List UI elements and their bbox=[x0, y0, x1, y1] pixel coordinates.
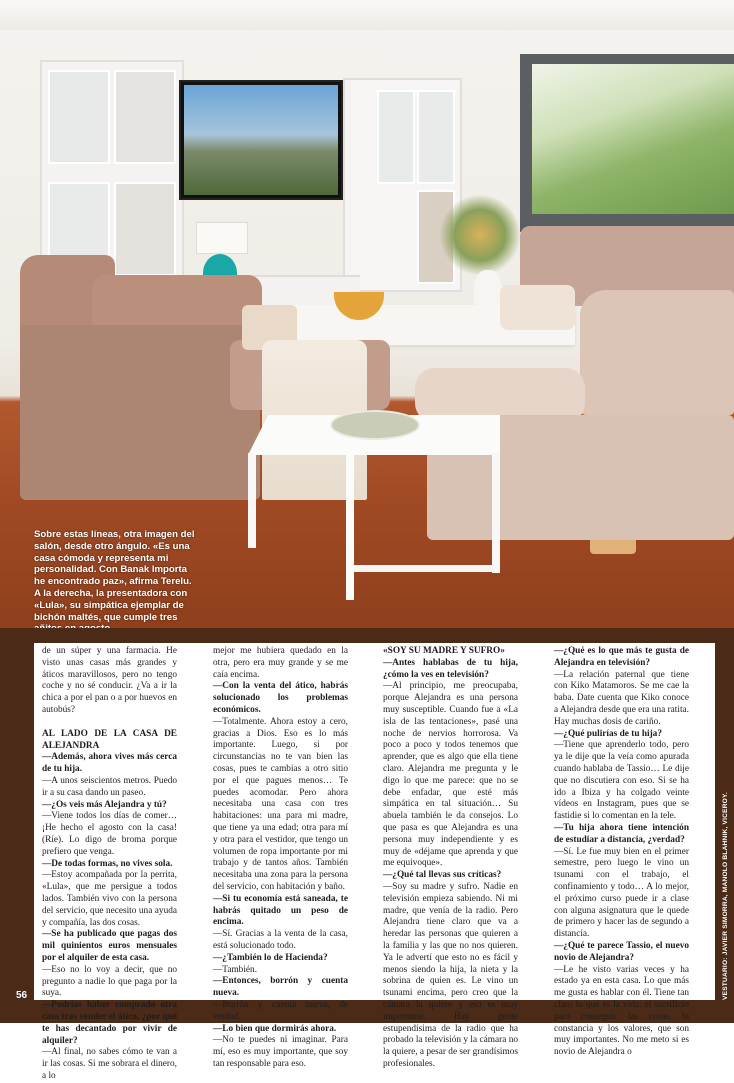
interview-answer: —Sí. Le fue muy bien en el primer semestre, pero luego le vino un tsunami con el trabajo, el confinamiento y todo… A lo mejor, el próximo curso puede ir a clase con alguna asignatura que le quede de primero y hacer las de segundo a distancia. bbox=[554, 846, 689, 940]
left-glass-cabinet bbox=[40, 60, 184, 284]
interview-answer: —Soy su madre y sufro. Nadie en televisión empieza sabiendo. Ni mi madre, que venía de la radio. Pero Alejandra tiene claro que va a heredar las personas que quieren a la familia y las que no nos quieren. Ya le advertí que esto no es fácil y menos siendo la hija, la nieta y la sobrina de quien es. Le vino un tsunami encima, pero creo que la cámara la quiere y eso es muy importante. Hay gente estupendísima de la radio que ha probado la televisión y la cámara no la quiere, a pesar de ser grandísimos profesionales. bbox=[383, 881, 519, 1069]
interview-question: —Entonces, borrón y cuenta nueva. bbox=[213, 976, 348, 999]
interview-answer: —Borrón y cuenta nueva, de verdad. bbox=[213, 999, 348, 1022]
wall-tv bbox=[179, 80, 343, 200]
interview-answer: —Al final, no sabes cómo te van a ir las cosas. Si me sobrara el dinero, a lo bbox=[42, 1047, 177, 1081]
interview-answer: —También. bbox=[213, 964, 258, 975]
interview-answer: mejor me hubiera quedado en la otra, pero era muy grande y se me caía encima. bbox=[213, 646, 348, 680]
interview-answer: —Totalmente. Ahora estoy a cero, gracias a Dios. Eso es lo más importante. Luego, si por circunstancias no te van bien las cosas, pues te cambias a otro sitio por el que pagues menos… Te puedes acomodar. Pero ahora necesitaba una casa con tres habitaciones: una para mi madre, que tiene ya una edad; otra para mí y otra para el vestidor, que tengo un volumen de ropa importante por mi trabajo y de tantos años. También necesitaba una zona para la persona del servicio, con habitación y baño. bbox=[213, 716, 348, 892]
interview-answer: —La relación paternal que tiene con Kiko Matamoros. Se me cae la baba. Date cuenta que Kiko conoce a Alejandra desde que era una ratita. Hay muchas dosis de cariño. bbox=[554, 669, 689, 727]
table-lamp bbox=[196, 222, 248, 254]
interview-answer: —Al principio, me preocupaba, porque Alejandra es una persona muy susceptible. Cuando fue a «La isla de las tentaciones», pasé una noche de nervios horrorosa. Va poco a poco y todos tenemos que aprender, que es algo que ella tiene claro. Alejandra me pregunta y le digo lo que me parece: que no se debe enfadar, que esté más simpática en tal situación… Su abuela también le da consejos. Lo que pasa es que Alejandra es una persona muy independiente y es muy de «déjame que aprenda y que me equivoque». bbox=[383, 681, 518, 869]
interview-question: —¿Qué pulirías de tu hija? bbox=[554, 728, 662, 739]
caption-text: Sobre estas líneas, otra imagen del salón, desde otro ángulo. «Es una casa cómoda y representa mi personalidad. Con Banak Importa he encontrado paz», afirma Terelu. A la derecha, la presentadora con «Lula», su simpática ejemplar de bichón maltés, que cumple tres bbox=[34, 529, 195, 623]
interview-question: —¿Qué tal llevas sus críticas? bbox=[383, 870, 502, 881]
photo-caption bbox=[34, 529, 200, 635]
article-column-3 bbox=[383, 646, 518, 1071]
interview-question: —Con la venta del ático, habrás solucionado los problemas económicos. bbox=[213, 681, 348, 715]
interview-answer: —Tiene que aprenderlo todo, pero ya le dije que la veía como apurada cuando hablaba de Tassio… Le dije que no discutiera con eso. Si se ha ido a Ibiza y ha colgado veinte vídeos en Instagram, pues que se fastidie si lo comentan en la tele. bbox=[554, 740, 689, 822]
interview-question: —Si tu economía está saneada, te habrás quitado un peso de encima. bbox=[213, 893, 348, 928]
interview-question: —De todas formas, no vives sola. bbox=[42, 858, 173, 869]
interview-question: —Se ha publicado que pagas dos mil quinientos euros mensuales por el alquiler de esta casa. bbox=[42, 929, 177, 963]
interview-answer: —Le he visto varias veces y ha estado ya en esta casa. Lo que más me gusta es hablar con él. Tiene tan claro lo que es la vida: el sacrificio para conseguir las cosas, la constancia y los valores, que son muy importantes. No me meto si es novio de Alejandra o bbox=[554, 964, 689, 1058]
interview-answer: —Estoy acompañada por la perrita, «Lula», que me persigue a todos lados. También vivo con la persona del servicio, que necesito una ayuda y compañía, las dos cosas. bbox=[42, 870, 177, 928]
large-window bbox=[520, 54, 734, 232]
interview-question: —¿Qué te parece Tassio, el nuevo novio de Alejandra? bbox=[554, 940, 689, 963]
section-heading: AL LADO DE LA CASA DE ALEJANDRA bbox=[42, 728, 177, 751]
section-heading: «SOY SU MADRE Y SUFRO» bbox=[383, 646, 505, 656]
flower-arrangement bbox=[440, 195, 520, 275]
article-column-4 bbox=[554, 646, 689, 1059]
interview-question: —Podrías haber comprado otra casa tras vender el ático, ¿por qué te has decantado por vivir de alquiler? bbox=[42, 1000, 177, 1046]
interview-answer: —Sí. Gracias a la venta de la casa, está solucionado todo. bbox=[213, 929, 348, 951]
interview-question: —Lo bien que dormirás ahora. bbox=[213, 1023, 337, 1034]
interview-answer: —No te puedes ni imaginar. Para mí, eso es muy importante, que soy tan responsable para eso. bbox=[213, 1035, 348, 1069]
ceiling bbox=[0, 0, 734, 30]
interview-question: —¿Os veis más Alejandra y tú? bbox=[42, 799, 167, 810]
interview-answer: de un súper y una farmacia. He visto unas casas más grandes y áticos maravillosos, pero no tengo coche y no sé conducir. ¿Va a ir la chica a por el pan o a por huevos en autobús? bbox=[42, 646, 177, 715]
interview-question: —Antes hablabas de tu hija, ¿cómo la ves en televisión? bbox=[383, 657, 518, 680]
interview-answer: —A unos seiscientos metros. Puedo ir a su casa dando un paseo. bbox=[42, 775, 177, 798]
wardrobe-credits: VESTUARIO: JAVIER SIMORRA, MANOLO BLAHNIK, VICEROY. bbox=[722, 792, 729, 1000]
page-number: 56 bbox=[16, 990, 28, 1001]
interview-answer: —Viene todos los días de comer… ¡He hecho el agosto con la casa! (Ríe). Lo digo de broma porque prefiero que venga. bbox=[42, 811, 177, 857]
article-column-1 bbox=[42, 646, 177, 1083]
interview-question: —Tu hija ahora tiene intención de estudiar a distancia, ¿verdad? bbox=[554, 822, 689, 845]
article-column-2 bbox=[213, 646, 348, 1071]
decorative-plate bbox=[330, 410, 420, 440]
interview-answer: —Eso no lo voy a decir, que no pregunto a nadie lo que paga por la suya. bbox=[42, 964, 177, 999]
interview-question: —¿Qué es lo que más te gusta de Alejandra en televisión? bbox=[554, 646, 689, 668]
interview-question: —¿También lo de Hacienda? bbox=[213, 952, 328, 963]
white-side-table bbox=[248, 415, 500, 600]
interview-question: —Además, ahora vives más cerca de tu hija. bbox=[42, 752, 177, 775]
